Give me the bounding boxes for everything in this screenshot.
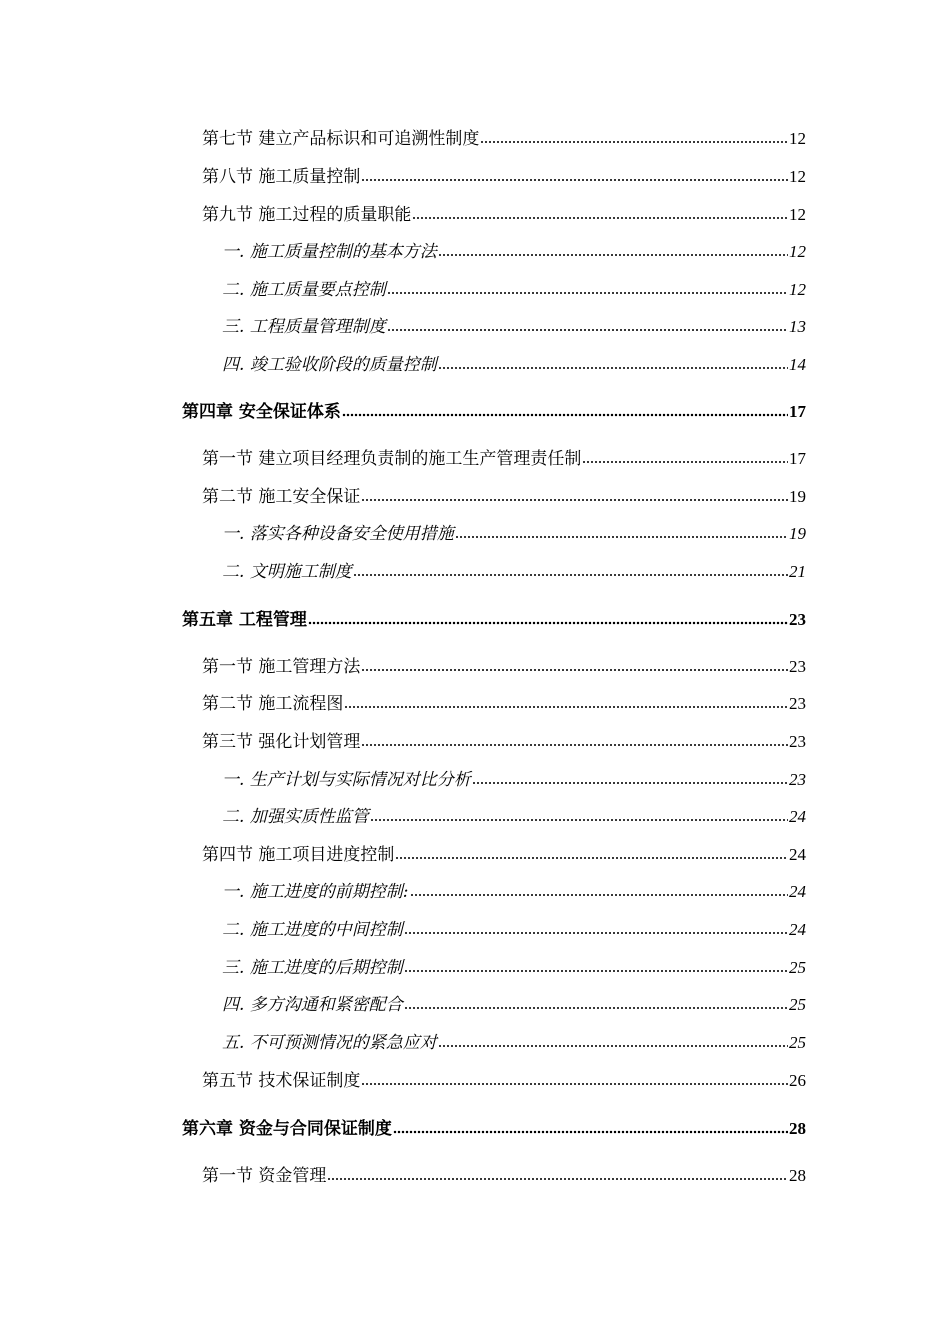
- toc-page-number: 12: [789, 129, 806, 148]
- toc-page-number: 12: [789, 242, 806, 261]
- toc-section-entry[interactable]: [202, 447, 806, 471]
- toc-sub-entry[interactable]: [222, 768, 806, 792]
- toc-section-entry[interactable]: [202, 1069, 806, 1093]
- toc-sub-entry[interactable]: [222, 956, 806, 980]
- toc-page-number: 14: [789, 355, 806, 374]
- dot-leader: [361, 177, 788, 183]
- toc-page-number: 23: [789, 732, 806, 751]
- dot-leader: [438, 1043, 788, 1049]
- toc-section-entry[interactable]: [202, 127, 806, 151]
- dot-leader: [480, 139, 788, 145]
- dot-leader: [370, 817, 788, 823]
- toc-sub-entry[interactable]: [222, 918, 806, 942]
- toc-section-entry[interactable]: [202, 165, 806, 189]
- toc-page-number: 25: [789, 958, 806, 977]
- toc-page-number: 23: [789, 657, 806, 676]
- toc-sub-entry[interactable]: [222, 240, 806, 264]
- toc-page-number: 13: [789, 317, 806, 336]
- toc-sub-entry[interactable]: [222, 880, 806, 904]
- dot-leader: [361, 1081, 788, 1087]
- toc-entry-title: 第二节 施工安全保证: [202, 487, 361, 507]
- dot-leader: [455, 534, 788, 540]
- toc-page-number: 28: [789, 1166, 806, 1185]
- toc-section-entry[interactable]: [202, 843, 806, 867]
- toc-entry-title: 四. 竣工验收阶段的质量控制: [222, 355, 437, 375]
- toc-page-number: 12: [789, 280, 806, 299]
- dot-leader: [308, 620, 788, 626]
- dot-leader: [404, 930, 788, 936]
- toc-section-entry[interactable]: [202, 692, 806, 716]
- toc-sub-entry[interactable]: [222, 353, 806, 377]
- dot-leader: [327, 1176, 788, 1182]
- toc-section-entry[interactable]: [202, 1164, 806, 1188]
- toc-entry-title: 一. 生产计划与实际情况对比分析: [222, 770, 471, 790]
- toc-entry-title: 第八节 施工质量控制: [202, 167, 361, 187]
- dot-leader: [387, 290, 788, 296]
- toc-page-number: 24: [789, 845, 806, 864]
- dot-leader: [404, 1005, 788, 1011]
- dot-leader: [353, 572, 788, 578]
- dot-leader: [393, 1129, 788, 1135]
- dot-leader: [342, 412, 788, 418]
- dot-leader: [361, 667, 788, 673]
- dot-leader: [582, 459, 788, 465]
- toc-entry-title: 第一节 施工管理方法: [202, 657, 361, 677]
- toc-page-number: 17: [789, 402, 806, 421]
- toc-entry-title: 第三节 强化计划管理: [202, 732, 361, 752]
- toc-entry-title: 第七节 建立产品标识和可追溯性制度: [202, 129, 480, 149]
- dot-leader: [472, 780, 788, 786]
- dot-leader: [361, 497, 788, 503]
- toc-page-number: 24: [789, 882, 806, 901]
- toc-page-number: 25: [789, 995, 806, 1014]
- toc-entry-title: 三. 工程质量管理制度: [222, 317, 386, 337]
- toc-page-number: 26: [789, 1071, 806, 1090]
- toc-page-number: 23: [789, 770, 806, 789]
- toc-page-number: 23: [789, 694, 806, 713]
- toc-page-number: 12: [789, 205, 806, 224]
- toc-entry-title: 二. 文明施工制度: [222, 562, 352, 582]
- toc-entry-title: 一. 施工质量控制的基本方法: [222, 242, 437, 262]
- dot-leader: [361, 742, 788, 748]
- toc-page-number: 19: [789, 524, 806, 543]
- toc-page-number: 19: [789, 487, 806, 506]
- dot-leader: [387, 327, 788, 333]
- toc-entry-title: 三. 施工进度的后期控制: [222, 958, 403, 978]
- dot-leader: [438, 252, 788, 258]
- toc-entry-title: 四. 多方沟通和紧密配合: [222, 995, 403, 1015]
- toc-page-number: 21: [789, 562, 806, 581]
- toc-chapter-entry[interactable]: [182, 1117, 806, 1141]
- toc-sub-entry[interactable]: [222, 560, 806, 584]
- toc-sub-entry[interactable]: [222, 805, 806, 829]
- toc-entry-title: 第五节 技术保证制度: [202, 1071, 361, 1091]
- toc-entry-title: 第六章 资金与合同保证制度: [182, 1119, 392, 1139]
- toc-entry-title: 第一节 资金管理: [202, 1166, 327, 1186]
- toc-entry-title: 第二节 施工流程图: [202, 694, 344, 714]
- toc-chapter-entry[interactable]: [182, 608, 806, 632]
- toc-chapter-entry[interactable]: [182, 400, 806, 424]
- toc-section-entry[interactable]: [202, 730, 806, 754]
- dot-leader: [412, 215, 788, 221]
- toc-page-number: 24: [789, 920, 806, 939]
- toc-sub-entry[interactable]: [222, 315, 806, 339]
- toc-section-entry[interactable]: [202, 485, 806, 509]
- toc-entry-title: 第一节 建立项目经理负责制的施工生产管理责任制: [202, 449, 582, 469]
- toc-section-entry[interactable]: [202, 655, 806, 679]
- toc-sub-entry[interactable]: [222, 522, 806, 546]
- toc-page-number: 25: [789, 1033, 806, 1052]
- toc-entry-title: 一. 落实各种设备安全使用措施: [222, 524, 454, 544]
- dot-leader: [344, 704, 788, 710]
- toc-section-entry[interactable]: [202, 203, 806, 227]
- toc-entry-title: 第九节 施工过程的质量职能: [202, 205, 412, 225]
- toc-entry-title: 二. 施工进度的中间控制: [222, 920, 403, 940]
- toc-entry-title: 第四章 安全保证体系: [182, 402, 341, 422]
- toc-page-number: 24: [789, 807, 806, 826]
- toc-page-number: 17: [789, 449, 806, 468]
- toc-sub-entry[interactable]: [222, 1031, 806, 1055]
- toc-page-number: 28: [789, 1119, 806, 1138]
- dot-leader: [410, 892, 788, 898]
- toc-page-number: 12: [789, 167, 806, 186]
- toc-page-number: 23: [789, 610, 806, 629]
- toc-entry-title: 一. 施工进度的前期控制:: [222, 882, 409, 902]
- toc-entry-title: 第五章 工程管理: [182, 610, 307, 630]
- toc-entry-title: 第四节 施工项目进度控制: [202, 845, 395, 865]
- toc-entry-title: 二. 加强实质性监管: [222, 807, 369, 827]
- toc-sub-entry[interactable]: [222, 993, 806, 1017]
- dot-leader: [395, 855, 788, 861]
- toc-entry-title: 二. 施工质量要点控制: [222, 280, 386, 300]
- dot-leader: [404, 968, 788, 974]
- toc-entry-title: 五. 不可预测情况的紧急应对: [222, 1033, 437, 1053]
- dot-leader: [438, 365, 788, 371]
- toc-sub-entry[interactable]: [222, 278, 806, 302]
